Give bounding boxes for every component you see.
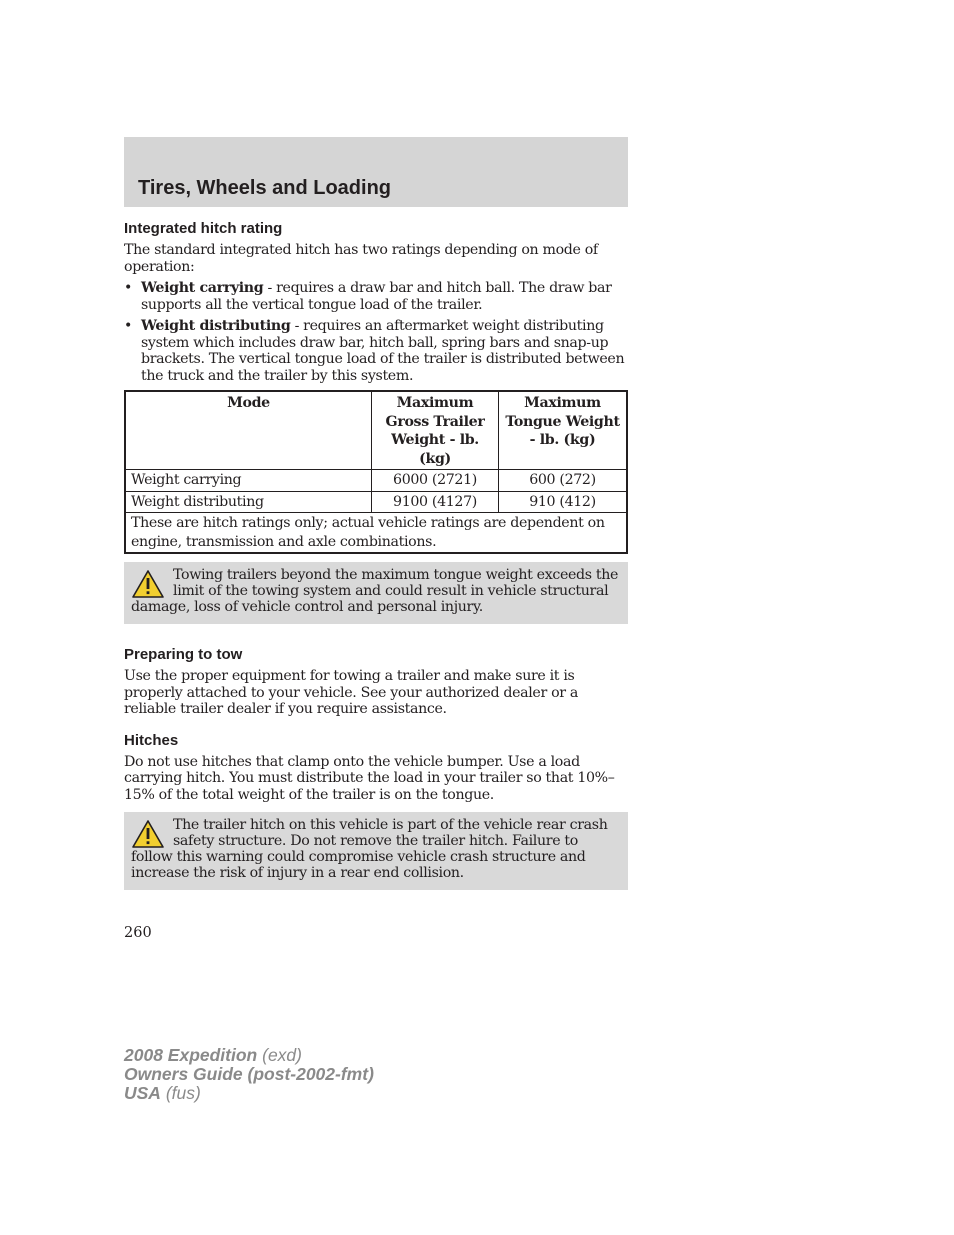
spacer	[124, 624, 628, 646]
warning-text: Towing trailers beyond the maximum tongue weight exceeds the limit of the towing system and could result in vehicle structural damage, loss of vehicle control and personal injury.	[131, 567, 619, 615]
page-content	[124, 220, 628, 890]
footer-model: 2008 Expedition	[124, 1045, 258, 1065]
table-cell-mode: Weight carrying	[125, 470, 372, 492]
column-header-gross-trailer-weight: Maximum Gross Trailer Weight - lb. (kg)	[372, 391, 499, 470]
list-item-term: Weight carrying	[141, 280, 264, 296]
heading-hitches: Hitches	[124, 731, 179, 749]
footer-model-code: (exd)	[257, 1045, 302, 1065]
list-item	[124, 280, 628, 313]
table-cell-tongue-weight: 910 (412)	[499, 491, 628, 513]
column-header-tongue-weight: Maximum Tongue Weight - lb. (kg)	[499, 391, 628, 470]
mode-list	[124, 280, 628, 384]
warning-box-tongue-weight	[124, 562, 628, 624]
table-cell-gross-weight: 6000 (2721)	[372, 470, 499, 492]
table-cell-mode: Weight distributing	[125, 491, 372, 513]
list-item-text: - requires a draw bar and hitch ball. The draw bar supports all the vertical tongue load of the trailer.	[141, 280, 612, 313]
bullet-icon: •	[124, 318, 133, 334]
table-cell-tongue-weight: 600 (272)	[499, 470, 628, 492]
table-header-row	[125, 391, 627, 470]
list-item	[124, 318, 628, 384]
bullet-icon: •	[124, 280, 133, 296]
heading-preparing-to-tow: Preparing to tow	[124, 646, 243, 663]
preparing-paragraph: Use the proper equipment for towing a trailer and make sure it is properly attached to your vehicle. See your authorized dealer or a reliable trailer dealer if you require assistance.	[124, 668, 578, 717]
hitch-ratings-table	[124, 390, 628, 554]
warning-text: The trailer hitch on this vehicle is part of the vehicle rear crash safety structure. Do not remove the trailer hitch. Failure to follow this warning could compromise vehicle crash structure and increase the risk of injury in a rear end collision.	[131, 817, 608, 881]
table-note-row	[125, 513, 627, 554]
section-title: Tires, Wheels and Loading	[138, 177, 392, 199]
column-header-mode: Mode	[125, 391, 372, 470]
table-note: These are hitch ratings only; actual vehicle ratings are dependent on engine, transmission and axle combinations.	[125, 513, 627, 554]
heading-integrated-hitch-rating: Integrated hitch rating	[124, 220, 283, 237]
footer-market-code: (fus)	[160, 1083, 201, 1103]
table-cell-gross-weight: 9100 (4127)	[372, 491, 499, 513]
intro-paragraph: The standard integrated hitch has two ratings depending on mode of operation:	[124, 242, 598, 275]
footer-guide: Owners Guide (post-2002-fmt)	[124, 1064, 374, 1084]
footer-market: USA	[124, 1083, 161, 1103]
document-footer	[124, 1046, 374, 1103]
warning-triangle-icon	[131, 819, 165, 849]
table-row	[125, 491, 627, 513]
warning-triangle-icon	[131, 569, 165, 599]
page-number: 260	[124, 925, 152, 941]
list-item-text: - requires an aftermarket weight distributing system which includes draw bar, hitch ball, spring bars and snap-up brackets. The vertical tongue load of the trailer is distributed between the truck and the trailer by this system.	[141, 318, 625, 384]
table-row	[125, 470, 627, 492]
warning-box-hitch-structure	[124, 812, 628, 890]
list-item-term: Weight distributing	[141, 318, 291, 334]
hitches-paragraph: Do not use hitches that clamp onto the vehicle bumper. Use a load carrying hitch. You must distribute the load in your trailer so that 10%–15% of the total weight of the trailer is on the tongue.	[124, 753, 615, 803]
